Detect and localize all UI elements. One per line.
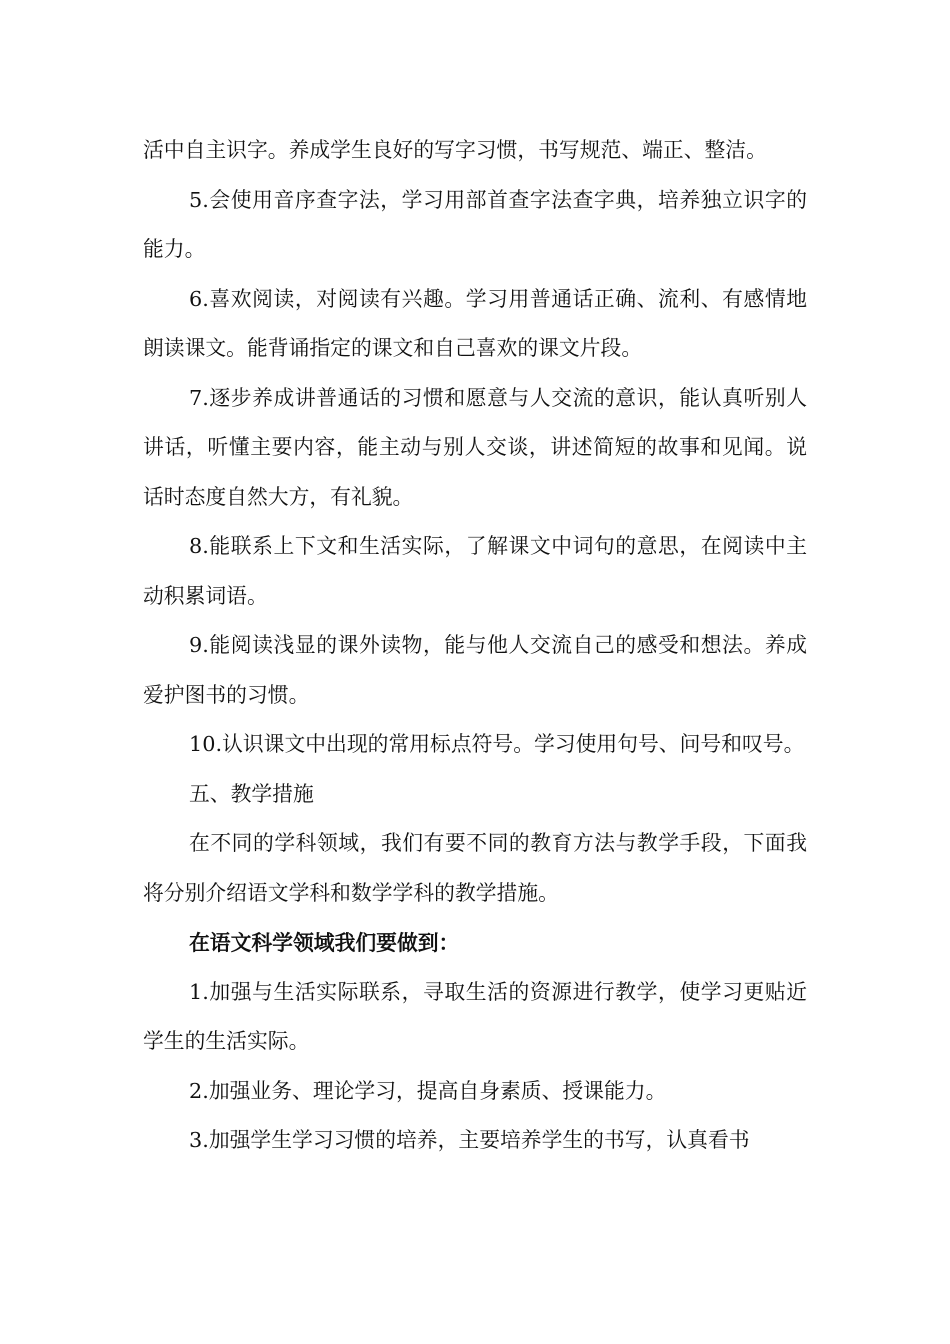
measure-item-3: 3.加强学生学习习惯的培养，主要培养学生的书写，认真看书	[189, 1128, 750, 1152]
paragraph-item-9: 9.能阅读浅显的课外读物，能与他人交流自己的感受和想法。养成爱护图书的习惯。	[143, 633, 807, 707]
paragraph-intro: 在不同的学科领域，我们有要不同的教育方法与教学手段，下面我将分别介绍语文学科和数学学科的教学措施。	[143, 831, 807, 905]
subsection-heading: 在语文科学领域我们要做到：	[189, 930, 460, 955]
measure-item-2: 2.加强业务、理论学习，提高自身素质、授课能力。	[189, 1078, 667, 1103]
section-heading: 五、教学措施	[189, 781, 314, 806]
paragraph-item-6: 6.喜欢阅读，对阅读有兴趣。学习用普通话正确、流利、有感情地朗读课文。能背诵指定的课文和自己喜欢的课文片段。	[143, 286, 807, 360]
document-body	[143, 126, 807, 1166]
paragraph-continuation: 活中自主识字。养成学生良好的写字习惯，书写规范、端正、整洁。	[143, 138, 767, 162]
measure-item-1: 1.加强与生活实际联系，寻取生活的资源进行教学，使学习更贴近学生的生活实际。	[143, 979, 807, 1053]
paragraph-item-5: 5.会使用音序查字法，学习用部首查字法查字典，培养独立识字的能力。	[143, 187, 807, 261]
paragraph-item-7: 7.逐步养成讲普通话的习惯和愿意与人交流的意识，能认真听别人讲话，听懂主要内容，能主动与别人交谈，讲述简短的故事和见闻。说话时态度自然大方，有礼貌。	[143, 385, 807, 509]
paragraph-item-8: 8.能联系上下文和生活实际，了解课文中词句的意思，在阅读中主动积累词语。	[143, 534, 807, 608]
paragraph-item-10: 10.认识课文中出现的常用标点符号。学习使用句号、问号和叹号。	[189, 732, 805, 756]
